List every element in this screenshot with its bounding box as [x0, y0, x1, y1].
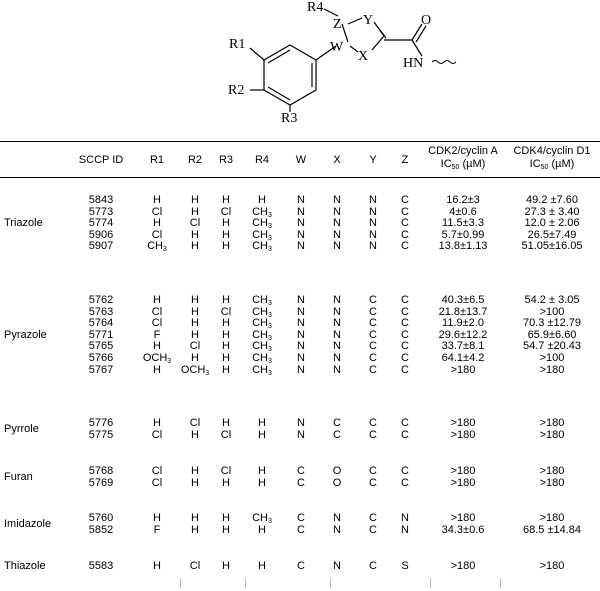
- header-r4: R4: [254, 154, 270, 166]
- cell-x: N: [333, 512, 341, 524]
- cell-sccp-id: 5583: [88, 560, 114, 572]
- header-cdk2: [428, 145, 498, 171]
- label-hn: HN: [403, 56, 424, 71]
- cell-w: N: [297, 340, 305, 353]
- cell-cdk4-ic50: >180: [539, 428, 565, 441]
- cell-cdk4-ic50: >180: [539, 417, 565, 429]
- cell-z: C: [401, 305, 409, 318]
- cell-x: N: [333, 523, 341, 536]
- cell-cdk2-ic50: >180: [450, 560, 476, 572]
- cell-sccp-id: 5843: [88, 194, 114, 206]
- cell-r3: H: [222, 217, 230, 230]
- cell-cdk4-ic50: 49.2 ±7.60: [526, 194, 578, 206]
- header-y: Y: [369, 154, 377, 166]
- cell-r1: Cl: [151, 228, 163, 241]
- label-y: Y: [363, 13, 374, 28]
- cell-y: C: [369, 352, 377, 364]
- cell-cdk4-ic50: 68.5 ±14.84: [522, 523, 582, 536]
- cell-r4: H: [258, 428, 266, 441]
- header-w: W: [295, 154, 307, 166]
- cell-r2: H: [191, 317, 199, 330]
- cell-r4: H: [258, 523, 266, 536]
- header-cdk4-line1: CDK4/cyclin D1: [513, 145, 591, 157]
- cell-x: N: [333, 328, 341, 341]
- cell-cdk4-ic50: 12.0 ± 2.06: [524, 217, 580, 230]
- label-r2: R2: [228, 83, 245, 98]
- cell-y: N: [369, 240, 377, 253]
- cell-r4: $CH_3$: [252, 205, 272, 219]
- cell-cdk4-ic50: 27.3 ± 3.40: [524, 205, 580, 218]
- cell-r1: H: [153, 560, 161, 572]
- cell-cdk4-ic50: >180: [539, 363, 565, 376]
- cell-cdk4-ic50: >180: [539, 560, 565, 572]
- chemical-structure-diagram: [0, 0, 600, 130]
- header-sccp-id: SCCP ID: [78, 154, 124, 166]
- label-r1: R1: [229, 37, 246, 52]
- cell-r2: $OCH_3$: [180, 363, 210, 377]
- header-cdk4-line2: $IC_{50}$ (µM): [529, 158, 575, 171]
- cell-cdk2-ic50: >180: [450, 428, 476, 441]
- cell-r3: H: [222, 363, 230, 376]
- cell-x: O: [332, 476, 342, 489]
- cell-r2: H: [191, 240, 199, 253]
- group-label: Pyrrole: [4, 422, 39, 435]
- cell-w: N: [297, 363, 305, 376]
- label-w: W: [330, 40, 344, 55]
- group-label: Furan: [4, 470, 33, 483]
- cell-cdk4-ic50: >180: [539, 512, 565, 524]
- cell-r2: H: [191, 205, 199, 218]
- cell-x: N: [333, 317, 341, 330]
- cell-y: N: [369, 205, 377, 218]
- cell-z: C: [401, 476, 409, 489]
- cell-r2: H: [191, 352, 199, 364]
- cell-x: N: [333, 363, 341, 376]
- cell-cdk2-ic50: 11.9±2.0: [442, 317, 484, 330]
- cell-r1: F: [153, 523, 161, 536]
- cell-sccp-id: 5765: [88, 340, 114, 353]
- cell-r1: Cl: [151, 428, 163, 441]
- bottom-tick: [500, 578, 501, 588]
- cell-y: N: [369, 217, 377, 230]
- cell-r2: Cl: [189, 560, 201, 572]
- cell-r2: Cl: [189, 417, 201, 429]
- cell-cdk2-ic50: >180: [450, 417, 476, 429]
- cell-w: C: [297, 560, 305, 572]
- cell-x: N: [333, 205, 341, 218]
- group-label: Pyrazole: [4, 328, 47, 341]
- benzene-ring: [250, 45, 336, 112]
- cell-sccp-id: 5767: [88, 363, 114, 376]
- cell-x: N: [333, 305, 341, 318]
- cell-sccp-id: 5762: [88, 294, 114, 306]
- cell-z: C: [401, 228, 409, 241]
- cell-r4: $CH_3$: [252, 328, 272, 342]
- cell-r1: Cl: [151, 465, 163, 477]
- cell-r4: H: [258, 194, 266, 206]
- table-top-rule: [0, 141, 600, 142]
- cell-cdk4-ic50: 65.9±6.60: [527, 328, 577, 341]
- cell-cdk2-ic50: 16.2±3: [446, 194, 480, 206]
- cell-r1: H: [153, 194, 161, 206]
- cell-r1: Cl: [151, 476, 163, 489]
- cell-z: C: [401, 240, 409, 253]
- cell-w: N: [297, 428, 305, 441]
- header-r3: R3: [218, 154, 234, 166]
- cell-x: N: [333, 228, 341, 241]
- cell-x: N: [333, 217, 341, 230]
- label-o: O: [421, 13, 432, 28]
- cell-cdk4-ic50: >100: [539, 305, 565, 318]
- table-header-rule: [0, 177, 600, 178]
- cell-y: C: [369, 340, 377, 353]
- cell-r4: $CH_3$: [252, 352, 272, 365]
- cell-y: C: [369, 465, 377, 477]
- cell-r3: H: [222, 476, 230, 489]
- cell-z: C: [401, 417, 409, 429]
- cell-y: N: [369, 228, 377, 241]
- cell-y: N: [369, 194, 377, 206]
- cell-r3: H: [222, 340, 230, 353]
- cell-x: N: [333, 340, 341, 353]
- cell-x: C: [333, 417, 341, 429]
- header-cdk2-line1: CDK2/cyclin A: [428, 145, 498, 157]
- cell-x: C: [333, 428, 341, 441]
- cell-cdk2-ic50: >180: [450, 363, 476, 376]
- label-r4: R4: [307, 0, 324, 15]
- cell-r4: H: [258, 476, 266, 489]
- cell-z: C: [401, 328, 409, 341]
- cell-cdk4-ic50: >180: [539, 465, 565, 477]
- cell-w: C: [297, 512, 305, 524]
- cell-r1: H: [153, 340, 161, 353]
- group-label: Triazole: [4, 217, 43, 230]
- cell-r1: H: [153, 512, 161, 524]
- cell-y: C: [369, 305, 377, 318]
- cell-z: C: [401, 352, 409, 364]
- cell-r2: H: [191, 476, 199, 489]
- cell-r2: H: [191, 512, 199, 524]
- cell-r4: H: [258, 560, 266, 572]
- cell-r4: H: [258, 417, 266, 429]
- cell-sccp-id: 5764: [88, 317, 114, 330]
- cell-sccp-id: 5852: [88, 523, 114, 536]
- cell-z: C: [401, 465, 409, 477]
- cell-w: N: [297, 328, 305, 341]
- bottom-tick: [245, 578, 246, 588]
- cell-cdk2-ic50: 13.8±1.13: [438, 240, 488, 253]
- cell-x: N: [333, 294, 341, 306]
- cell-r4: $CH_3$: [252, 363, 272, 377]
- cell-r2: Cl: [189, 340, 201, 353]
- cell-sccp-id: 5763: [88, 305, 114, 318]
- cell-cdk4-ic50: 70.3 ±12.79: [522, 317, 582, 330]
- cell-r1: Cl: [151, 305, 163, 318]
- cell-cdk4-ic50: 54.2 ± 3.05: [524, 294, 580, 306]
- cell-cdk2-ic50: >180: [450, 465, 476, 477]
- label-r3: R3: [281, 111, 298, 126]
- cell-y: C: [369, 428, 377, 441]
- cell-r4: $CH_3$: [252, 305, 272, 319]
- cell-r2: H: [191, 228, 199, 241]
- cell-y: C: [369, 328, 377, 341]
- cell-r3: H: [222, 523, 230, 536]
- cell-r3: Cl: [220, 305, 232, 318]
- cell-cdk4-ic50: >100: [539, 352, 565, 364]
- cell-r4: $CH_3$: [252, 228, 272, 242]
- cell-sccp-id: 5775: [88, 428, 114, 441]
- cell-z: C: [401, 317, 409, 330]
- cell-w: N: [297, 294, 305, 306]
- cell-z: C: [401, 363, 409, 376]
- cell-r2: H: [191, 328, 199, 341]
- cell-z: S: [401, 560, 409, 572]
- cell-z: C: [401, 205, 409, 218]
- cell-r3: H: [222, 352, 230, 364]
- cell-sccp-id: 5766: [88, 352, 114, 364]
- cell-y: C: [369, 317, 377, 330]
- cell-w: N: [297, 317, 305, 330]
- wavy-bond: [432, 61, 456, 64]
- cell-sccp-id: 5774: [88, 217, 114, 230]
- cell-cdk2-ic50: 34.3±0.6: [441, 523, 485, 536]
- cell-z: C: [401, 194, 409, 206]
- cell-w: N: [297, 352, 305, 364]
- cell-r2: H: [191, 465, 199, 477]
- cell-y: C: [369, 523, 377, 536]
- cell-r3: H: [222, 417, 230, 429]
- cell-r2: H: [191, 194, 199, 206]
- cell-r2: Cl: [189, 217, 201, 230]
- cell-r4: $CH_3$: [252, 217, 272, 231]
- cell-r4: $CH_3$: [252, 240, 272, 254]
- cell-x: N: [333, 352, 341, 364]
- cell-r3: H: [222, 194, 230, 206]
- header-z: Z: [401, 154, 409, 166]
- cell-cdk4-ic50: >180: [539, 476, 565, 489]
- cell-z: C: [401, 428, 409, 441]
- bottom-tick: [430, 578, 431, 588]
- cell-x: O: [332, 465, 342, 477]
- cell-sccp-id: 5769: [88, 476, 114, 489]
- cell-x: N: [333, 560, 341, 572]
- cell-sccp-id: 5771: [88, 328, 114, 341]
- cell-r3: H: [222, 328, 230, 341]
- cell-r3: Cl: [220, 428, 232, 441]
- cell-r3: H: [222, 560, 230, 572]
- cell-w: N: [297, 305, 305, 318]
- cell-r4: $CH_3$: [252, 512, 272, 525]
- cell-r3: H: [222, 228, 230, 241]
- group-label: Thiazole: [4, 560, 46, 572]
- header-x: X: [333, 154, 341, 166]
- cell-r3: H: [222, 317, 230, 330]
- header-cdk4: [513, 145, 590, 171]
- cell-y: C: [369, 363, 377, 376]
- cell-r1: F: [153, 328, 161, 341]
- cell-cdk2-ic50: 33.7±8.1: [441, 340, 485, 353]
- cell-r1: H: [153, 217, 161, 230]
- cell-r2: H: [191, 523, 199, 536]
- bottom-tick: [330, 578, 331, 588]
- cell-x: N: [333, 194, 341, 206]
- cell-cdk2-ic50: 4±0.6: [449, 205, 477, 218]
- cell-w: N: [297, 194, 305, 206]
- cell-r3: H: [222, 294, 230, 306]
- cell-w: N: [297, 217, 305, 230]
- cell-r1: H: [153, 363, 161, 376]
- cell-cdk2-ic50: 64.1±4.2: [441, 352, 485, 364]
- cell-z: N: [401, 523, 409, 536]
- cell-cdk2-ic50: 11.5±3.3: [442, 217, 484, 230]
- cell-r3: H: [222, 240, 230, 253]
- cell-y: C: [369, 512, 377, 524]
- label-x: X: [358, 49, 369, 64]
- cell-y: C: [369, 417, 377, 429]
- cell-r2: H: [191, 305, 199, 318]
- cell-y: C: [369, 476, 377, 489]
- cell-w: C: [297, 465, 305, 477]
- cell-r1: $OCH_3$: [142, 352, 172, 365]
- cell-y: C: [369, 294, 377, 306]
- cell-r4: H: [258, 465, 266, 477]
- cell-sccp-id: 5773: [88, 205, 114, 218]
- cell-cdk2-ic50: 29.6±12.2: [438, 328, 488, 341]
- cell-cdk2-ic50: >180: [450, 512, 476, 524]
- cell-z: N: [401, 512, 409, 524]
- cell-cdk4-ic50: 54.7 ±20.43: [522, 340, 582, 353]
- cell-r1: $CH_3$: [147, 240, 167, 254]
- cell-r1: H: [153, 294, 161, 306]
- cell-z: C: [401, 340, 409, 353]
- cell-r2: H: [191, 294, 199, 306]
- cell-w: N: [297, 205, 305, 218]
- label-z: Z: [333, 17, 342, 32]
- cell-w: C: [297, 476, 305, 489]
- cell-x: N: [333, 240, 341, 253]
- cell-r4: $CH_3$: [252, 294, 272, 307]
- cell-sccp-id: 5768: [88, 465, 114, 477]
- cell-r4: $CH_3$: [252, 317, 272, 331]
- cell-r2: H: [191, 428, 199, 441]
- cell-w: N: [297, 228, 305, 241]
- cell-sccp-id: 5760: [88, 512, 114, 524]
- cell-z: C: [401, 217, 409, 230]
- cell-cdk2-ic50: 5.7±0.99: [441, 228, 485, 241]
- group-label: Imidazole: [4, 517, 52, 530]
- cell-z: C: [401, 294, 409, 306]
- cell-sccp-id: 5906: [88, 228, 114, 241]
- cell-y: C: [369, 560, 377, 572]
- cell-w: C: [297, 523, 305, 536]
- cell-r3: H: [222, 512, 230, 524]
- cell-w: N: [297, 240, 305, 253]
- cell-sccp-id: 5776: [88, 417, 114, 429]
- cell-cdk2-ic50: 40.3±6.5: [441, 294, 485, 306]
- cell-r4: $CH_3$: [252, 340, 272, 354]
- cell-r1: Cl: [151, 205, 163, 218]
- cell-cdk4-ic50: 26.5±7.49: [527, 228, 577, 241]
- cell-cdk4-ic50: 51.05±16.05: [521, 240, 583, 253]
- header-cdk2-line2: $IC_{50}$ (µM): [440, 158, 486, 171]
- cell-r3: Cl: [220, 465, 232, 477]
- cell-r1: H: [153, 417, 161, 429]
- bottom-tick: [180, 578, 181, 588]
- cell-r3: Cl: [220, 205, 232, 218]
- cell-cdk2-ic50: 21.8±13.7: [438, 305, 488, 318]
- cell-sccp-id: 5907: [88, 240, 114, 253]
- cell-w: N: [297, 417, 305, 429]
- cell-r1: Cl: [151, 317, 163, 330]
- header-r2: R2: [187, 154, 203, 166]
- header-r1: R1: [149, 154, 165, 166]
- cell-cdk2-ic50: >180: [450, 476, 476, 489]
